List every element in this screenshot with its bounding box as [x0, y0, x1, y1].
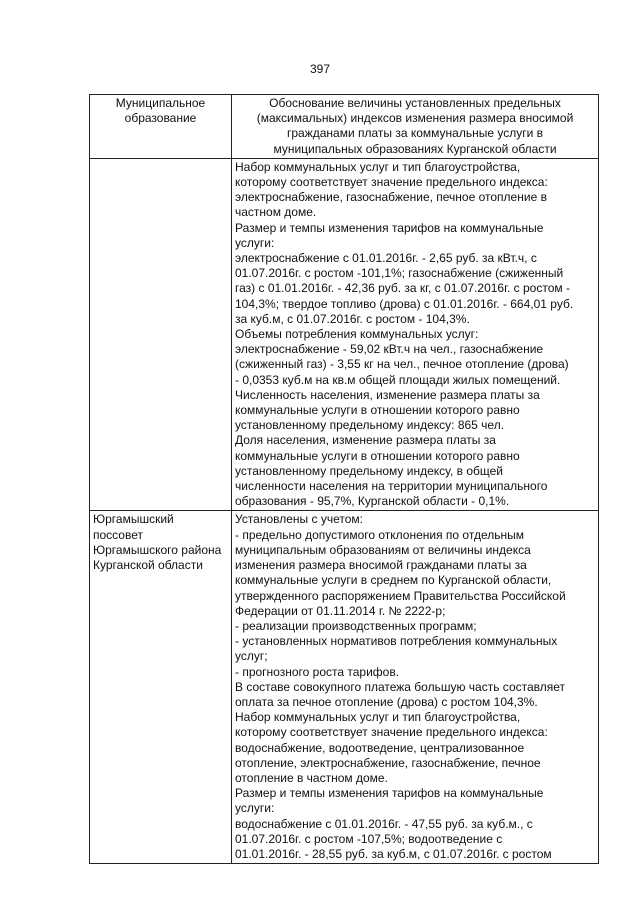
justification-cell	[232, 511, 599, 864]
justification-line: оплата за печное отопление (дрова) с ростом 104,3%.	[235, 694, 538, 709]
header-justification-line: гражданами платы за коммунальные услуги в	[286, 126, 544, 141]
justification-line: - прогнозного роста тарифов.	[235, 664, 400, 679]
justification-line: электроснабжение - 59,02 кВт.ч на чел., газоснабжение	[235, 342, 544, 357]
justification-line: услуг;	[235, 649, 268, 664]
justification-line: образования - 95,7%, Курганской области - 0,1%.	[235, 494, 510, 509]
header-justification-line: муниципальных образованиях Курганской области	[273, 141, 557, 156]
table-header-row	[90, 95, 599, 159]
justification-line: Набор коммунальных услуг и тип благоустройства,	[235, 710, 521, 725]
justification-table	[89, 94, 599, 864]
justification-line: частном доме.	[235, 205, 317, 220]
justification-line: услуги:	[235, 801, 275, 816]
justification-line: 01.07.2016г. с ростом -107,5%; водоотведение с	[235, 831, 503, 846]
justification-line: Федерации от 01.11.2014 г. № 2222-р;	[235, 603, 446, 618]
justification-line: - установленных нормативов потребления коммунальных	[235, 634, 558, 649]
justification-line: газ) с 01.01.2016г. - 42,36 руб. за кг, с 01.07.2016г. с ростом -	[235, 281, 570, 296]
justification-line: (сжиженный газ) - 3,55 кг на чел., печное отопление (дрова)	[235, 357, 569, 372]
justification-line: за куб.м, с 01.07.2016г. с ростом - 104,3%.	[235, 311, 470, 326]
municipality-cell	[90, 158, 232, 511]
justification-line: коммунальные услуги в отношении которого равно	[235, 403, 520, 418]
justification-line: электроснабжение с 01.01.2016г. - 2,65 руб. за кВт.ч, с	[235, 251, 537, 266]
justification-line: 104,3%; твердое топливо (дрова) с 01.01.2016г. - 664,01 руб.	[235, 296, 574, 311]
justification-line: муниципальным образованиям от величины индекса	[235, 542, 531, 557]
table-row	[90, 511, 599, 864]
justification-line: которому соответствует значение предельного индекса:	[235, 175, 548, 190]
justification-line: водоснабжение, водоотведение, централизованное	[235, 740, 525, 755]
municipality-line: Курганской области	[93, 558, 203, 573]
municipality-line: Юргамышского района	[93, 542, 222, 557]
justification-line: Набор коммунальных услуг и тип благоустройства,	[235, 159, 521, 174]
justification-line: - предельно допустимого отклонения по отдельным	[235, 527, 524, 542]
header-justification	[232, 95, 599, 159]
justification-line: коммунальные услуги в отношении которого равно	[235, 448, 520, 463]
justification-line: Доля населения, изменение размера платы за	[235, 433, 496, 448]
header-municipality-line: образование	[124, 111, 197, 126]
justification-line: изменения размера вносимой гражданами платы за	[235, 558, 527, 573]
justification-line: электроснабжение, газоснабжение, печное отопление в	[235, 190, 547, 205]
justification-line: численности населения на территории муниципального	[235, 479, 548, 494]
justification-line: отопление в частном доме.	[235, 770, 388, 785]
justification-cell	[232, 158, 599, 511]
justification-line: Численность населения, изменение размера платы за	[235, 387, 540, 402]
justification-line: Объемы потребления коммунальных услуг:	[235, 327, 479, 342]
header-justification-line: (максимальных) индексов изменения размера вносимой	[256, 111, 574, 126]
justification-line: установленному предельному индексу: 865 чел.	[235, 418, 505, 433]
justification-line: коммунальные услуги в среднем по Курганской области,	[235, 573, 552, 588]
justification-line: - реализации производственных программ;	[235, 618, 477, 633]
header-municipality-line: Муниципальное	[115, 96, 206, 110]
justification-line: услуги:	[235, 235, 275, 250]
justification-line: 01.01.2016г. - 28,55 руб. за куб.м, с 01.07.2016г. с ростом	[235, 846, 552, 861]
municipality-line: Юргамышский	[93, 512, 174, 527]
justification-line: которому соответствует значение предельного индекса:	[235, 725, 548, 740]
justification-line: водоснабжение с 01.01.2016г. - 47,55 руб. за куб.м., с	[235, 816, 533, 831]
table-row	[90, 158, 599, 511]
justification-line: Установлены с учетом:	[235, 512, 363, 527]
justification-line: установленному предельному индексу, в общей	[235, 463, 503, 478]
justification-line: В составе совокупного платежа большую часть составляет	[235, 679, 566, 694]
header-justification-line: Обоснование величины установленных предельных	[269, 96, 561, 110]
header-municipality	[90, 95, 232, 159]
page-number: 397	[309, 62, 331, 76]
municipality-line: поссовет	[93, 527, 143, 542]
justification-line: Размер и темпы изменения тарифов на коммунальные	[235, 786, 544, 801]
municipality-cell	[90, 511, 232, 864]
justification-line: утвержденного распоряжением Правительства Российской	[235, 588, 566, 603]
justification-line: 01.07.2016г. с ростом -101,1%; газоснабжение (сжиженный	[235, 266, 564, 281]
justification-line: - 0,0353 куб.м на кв.м общей площади жилых помещений.	[235, 372, 561, 387]
justification-line: Размер и темпы изменения тарифов на коммунальные	[235, 220, 544, 235]
justification-line: отопление, электроснабжение, газоснабжение, печное	[235, 755, 541, 770]
